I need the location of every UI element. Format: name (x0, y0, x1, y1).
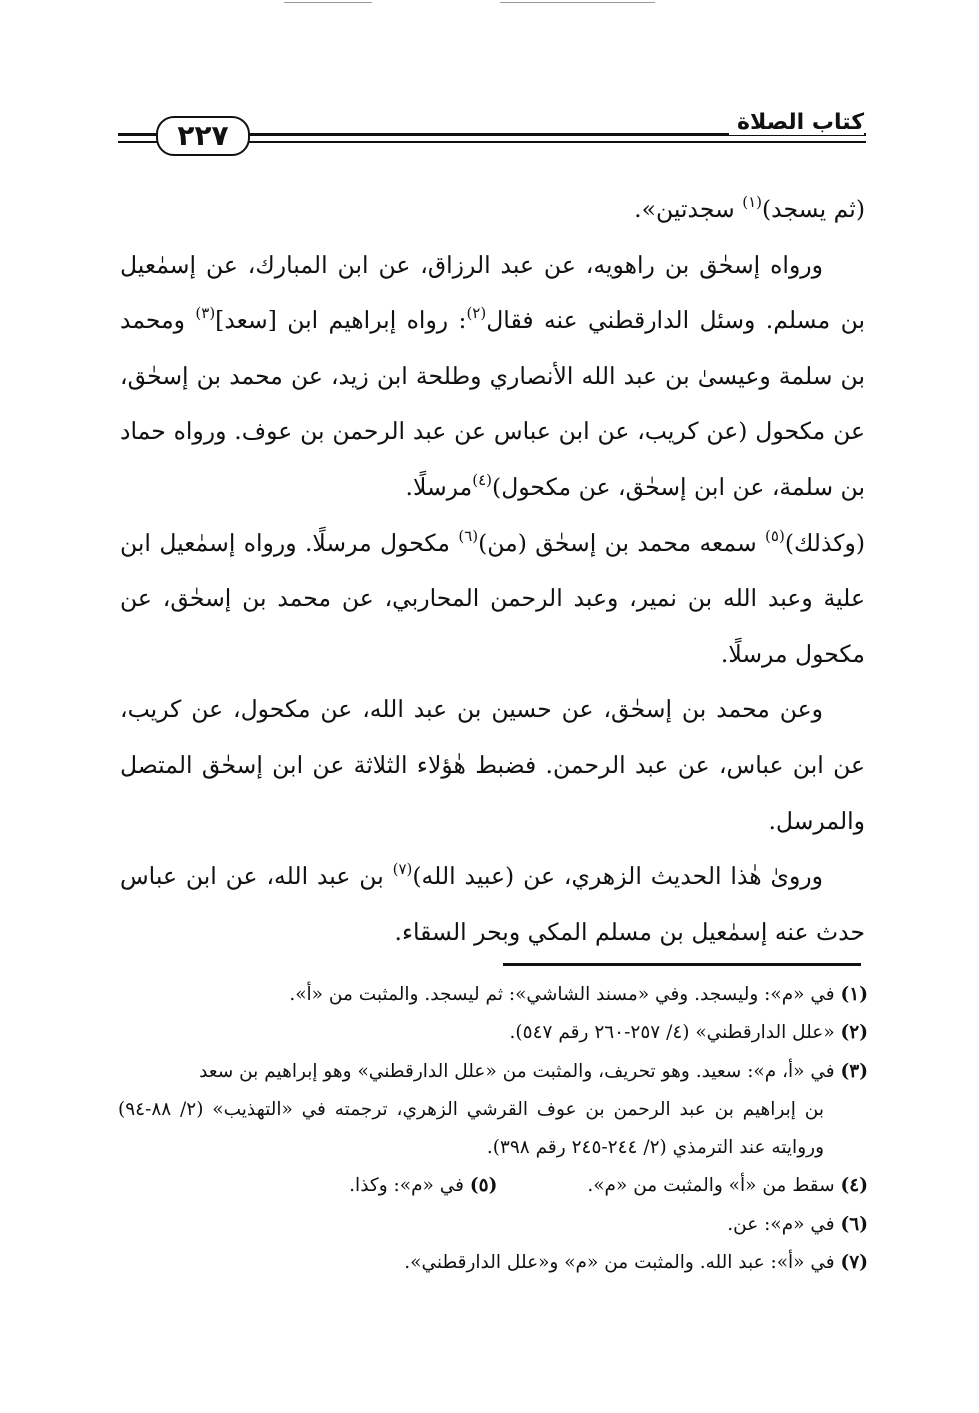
paragraph-2: ورواه إسحٰق بن راهويه، عن عبد الرزاق، عن ابن المبارك، عن إسمٰعيل بن مسلم. وسئل الدارقطني عنه فقال$^{(٢)}$: رواه إبراهيم ابن [سعد]$^{(٣)}$ ومحمد بن سلمة وعيسىٰ بن عبد الله الأنصاري وطلحة ابن زيد، عن محمد بن إسحٰق، عن مكحول (عن كريب، عن ابن عباس عن عبد الرحمن بن عوف. ورواه حماد بن سلمة، عن ابن إسحٰق، عن مكحول)$^{(٤)}$مرسلًا. (120, 250, 865, 501)
footnote-6: (٦) في «م»: عن. (727, 1213, 868, 1235)
scan-mark-right (500, 2, 655, 3)
footnote-1: (١) في «م»: وليسجد. وفي «مسند الشاشي»: ثم ليسجد. والمثبت من «أ». (289, 984, 868, 1005)
paragraph-4: وعن محمد بن إسحٰق، عن حسين بن عبد الله، عن مكحول، عن كريب، عن ابن عباس، عن عبد الرحمن. فضبط هٰؤلاء الثلاثة عن ابن إسحٰق المتصل والمرسل. (120, 695, 865, 835)
footnote-3: (٣) في «أ، م»: سعيد. وهو تحريف، والمثبت من «علل الدارقطني» وهو إبراهيم بن سعد (199, 1060, 868, 1082)
scan-mark-left (284, 2, 372, 3)
footnote-ref-6[interactable]: (٦) (458, 526, 479, 545)
footnote-ref-2[interactable]: (٢) (466, 304, 487, 323)
chapter-title: كتاب الصلاة (729, 110, 864, 135)
footnote-separator (503, 963, 861, 966)
footnote-ref-3[interactable]: (٣) (195, 304, 216, 323)
paragraph-1: (ثم يسجد)$^{(١)}$ سجدتين». (634, 193, 865, 223)
footnote-ref-7[interactable]: (٧) (392, 860, 413, 879)
footnote-ref-1[interactable]: (١) (742, 193, 762, 211)
main-text (120, 182, 865, 960)
footnote-ref-5[interactable]: (٥) (765, 526, 785, 545)
paragraph-3: (وكذلك)$^{(٥)}$ سمعه محمد بن إسحٰق (من)$^{(٦)}$ مكحول مرسلًا. ورواه إسمٰعيل ابن علية وعبد الله بن نمير، وعبد الرحمن المحاربي، عن محمد بن إسحٰق، عن مكحول مرسلًا. (120, 526, 865, 668)
footnotes (118, 976, 868, 1282)
paragraph-5: وروىٰ هٰذا الحديث الزهري، عن (عبيد الله)$^{(٧)}$ بن عبد الله، عن ابن عباس حدث عنه إسمٰعيل بن مسلم المكي وبحر السقاء. (120, 860, 865, 946)
footnote-2: (٢) «علل الدارقطني» (٤/ ٢٥٧-٢٦٠ رقم ٥٤٧). (509, 1022, 868, 1044)
page-number: ٢٢٧ (156, 116, 250, 156)
footnote-4-5: (٤) سقط من «أ» والمثبت من «م».(٥) في «م»: وكذا. (349, 1175, 868, 1197)
footnote-3-continued: بن إبراهيم بن عبد الرحمن بن عوف القرشي الزهري، ترجمته في «التهذيب» (٢/ ٨٨-٩٤) وروايته عند الترمذي (٢/ ٢٤٤-٢٤٥ رقم ٣٩٨). (118, 1098, 824, 1159)
footnote-ref-4[interactable]: (٤) (472, 470, 493, 489)
page-header (118, 108, 866, 158)
footnote-7: (٧) في «أ»: عبد الله. والمثبت من «م» و«علل الدارقطني». (404, 1252, 868, 1274)
